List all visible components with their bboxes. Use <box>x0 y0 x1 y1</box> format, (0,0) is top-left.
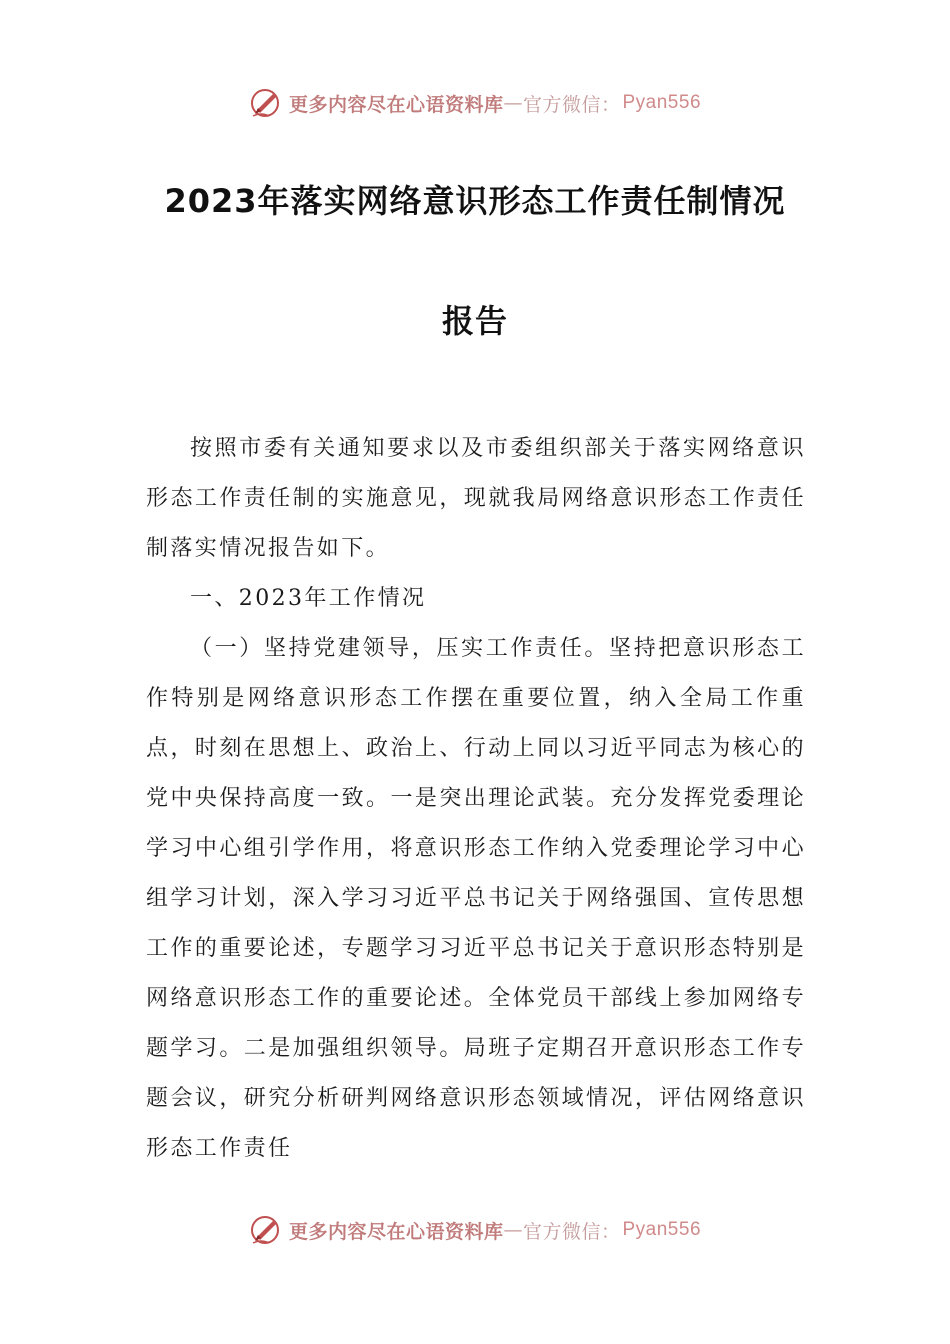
watermark-wechat-id: Pyan556 <box>622 92 702 113</box>
watermark-wechat-label: 官方微信： <box>522 93 621 116</box>
watermark-separator: — <box>503 1219 523 1241</box>
watermark-brand: 更多内容尽在心语资料库 <box>288 1220 504 1243</box>
watermark-wechat-id: Pyan556 <box>622 1219 702 1240</box>
watermark-brand: 更多内容尽在心语资料库 <box>288 93 504 116</box>
paragraph-intro: 按照市委有关通知要求以及市委组织部关于落实网络意识形态工作责任制的实施意见，现就我局网络意识形态工作责任制落实情况报告如下。 <box>146 436 806 561</box>
section-heading: 一、2023年工作情况 <box>190 586 427 611</box>
watermark-separator: — <box>503 92 523 114</box>
header-watermark <box>0 83 950 123</box>
watermark-wechat-label: 官方微信： <box>522 1220 621 1243</box>
footer-watermark <box>0 1210 950 1250</box>
paragraph-section-1: （一）坚持党建领导，压实工作责任。坚持把意识形态工作特别是网络意识形态工作摆在重要位置，纳入全局工作重点，时刻在思想上、政治上、行动上同以习近平同志为核心的党中央保持高度一致。一是突出理论武装。充分发挥党委理论学习中心组引学作用，将意识形态工作纳入党委理论学习中心组学习计划，深入学习习近平总书记关于网络强国、宣传思想工作的重要论述，专题学习习近平总书记关于意识形态特别是网络意识形态工作的重要论述。全体党员干部线上参加网络专题学习。二是加强组织领导。局班子定期召开意识形态工作专题会议，研究分析研判网络意识形态领域情况，评估网络意识形态工作责任 <box>146 636 806 1161</box>
document-body <box>146 424 806 1174</box>
document-title-line1: 2023年落实网络意识形态工作责任制情况 <box>164 182 786 220</box>
pen-logo-icon <box>249 86 283 120</box>
pen-logo-icon <box>249 1213 283 1247</box>
document-title-line2: 报告 <box>441 302 508 340</box>
